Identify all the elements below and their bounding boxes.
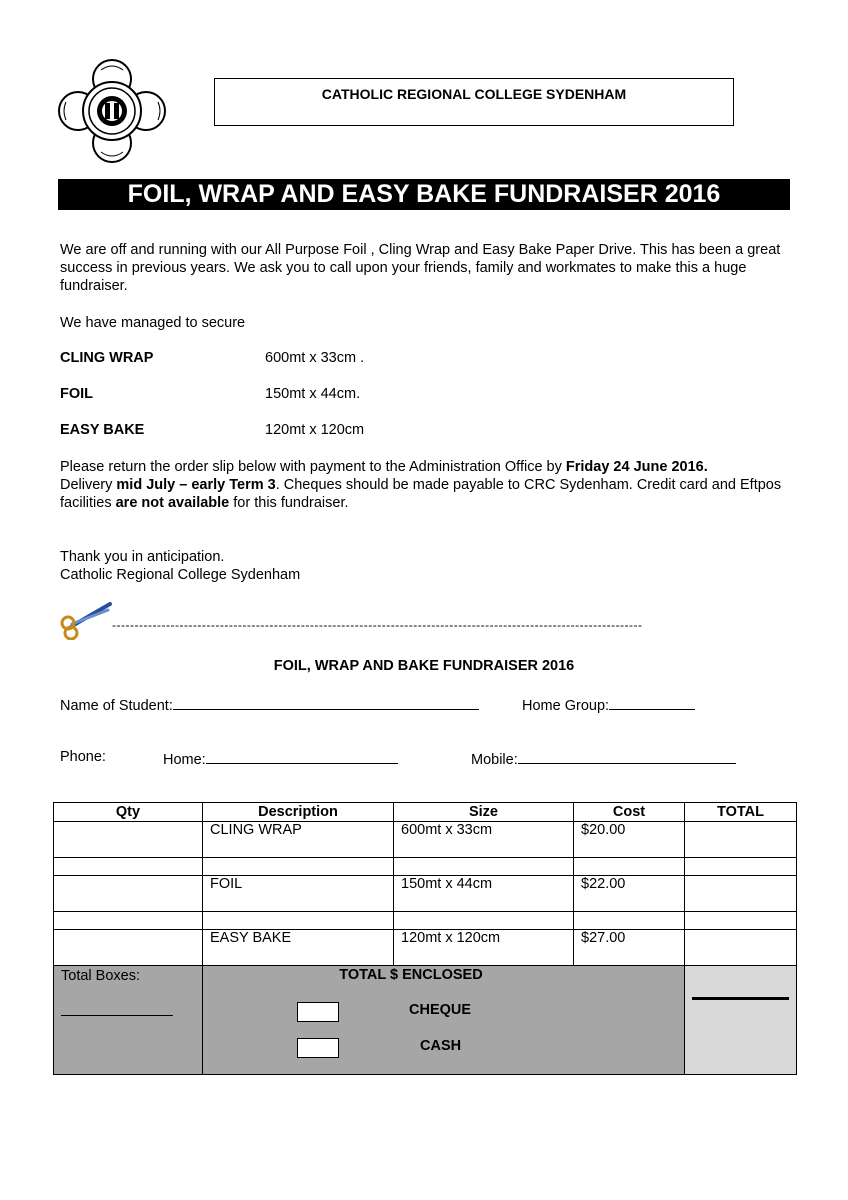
return-text: Please return the order slip below with payment to the Administration Office by bbox=[60, 459, 566, 475]
size-cell: 120mt x 120cm bbox=[394, 930, 574, 966]
cheque-checkbox[interactable] bbox=[297, 1002, 339, 1026]
cash-label: CASH bbox=[420, 1038, 462, 1054]
column-header: TOTAL bbox=[685, 803, 797, 822]
scissors-icon bbox=[58, 600, 114, 640]
size-cell: 600mt x 33cm bbox=[394, 822, 574, 858]
total-boxes-label: Total Boxes: bbox=[61, 968, 140, 984]
fundraiser-banner bbox=[58, 179, 790, 210]
summary-row bbox=[54, 966, 797, 1075]
mobile-phone-line[interactable] bbox=[518, 749, 736, 764]
banner-title: FOIL, WRAP AND EASY BAKE FUNDRAISER 2016 bbox=[127, 180, 721, 208]
column-header: Qty bbox=[54, 803, 203, 822]
delivery-period: mid July – early Term 3 bbox=[116, 477, 276, 493]
product-size: 150mt x 44cm. bbox=[265, 386, 361, 402]
home-phone-line[interactable] bbox=[206, 749, 398, 764]
product-name: EASY BAKE bbox=[60, 422, 145, 438]
student-name-line[interactable] bbox=[173, 695, 479, 710]
product-size: 120mt x 120cm bbox=[265, 422, 365, 438]
home-phone-field[interactable] bbox=[163, 749, 398, 768]
not-available-text: are not available bbox=[115, 495, 230, 511]
mobile-phone-label: Mobile: bbox=[471, 752, 518, 768]
payment-method-cell bbox=[203, 966, 685, 1075]
cheque-label: CHEQUE bbox=[409, 1002, 472, 1018]
school-name-box bbox=[214, 78, 734, 126]
home-group-field[interactable] bbox=[522, 695, 695, 714]
cut-line: ---------------------------------------------------------------------------------------------------------------------- bbox=[112, 618, 643, 632]
order-table bbox=[53, 802, 797, 1075]
mobile-phone-field[interactable] bbox=[471, 749, 736, 768]
cost-cell: $27.00 bbox=[574, 930, 685, 966]
school-logo bbox=[56, 58, 168, 164]
column-header: Cost bbox=[574, 803, 685, 822]
size-cell: 150mt x 44cm bbox=[394, 876, 574, 912]
total-enclosed-label: TOTAL $ ENCLOSED bbox=[339, 967, 483, 983]
school-name: CATHOLIC REGIONAL COLLEGE SYDENHAM bbox=[321, 86, 627, 102]
return-paragraph bbox=[60, 458, 800, 512]
total-cell[interactable] bbox=[685, 876, 797, 912]
student-name-field[interactable] bbox=[60, 695, 479, 714]
secure-line: We have managed to secure bbox=[60, 315, 246, 331]
table-row bbox=[54, 930, 797, 966]
qty-cell[interactable] bbox=[54, 822, 203, 858]
home-group-label: Home Group: bbox=[522, 698, 610, 714]
spacer-row bbox=[54, 912, 797, 930]
table-header-row bbox=[54, 803, 797, 822]
home-phone-label: Home: bbox=[163, 752, 206, 768]
product-name: CLING WRAP bbox=[60, 350, 154, 366]
grand-total-line bbox=[692, 997, 789, 1000]
product-size: 600mt x 33cm . bbox=[265, 350, 365, 366]
description-cell: EASY BAKE bbox=[203, 930, 394, 966]
table-row bbox=[54, 876, 797, 912]
total-boxes-cell bbox=[54, 966, 203, 1075]
product-name: FOIL bbox=[60, 386, 94, 402]
qty-cell[interactable] bbox=[54, 876, 203, 912]
column-header: Size bbox=[394, 803, 574, 822]
description-cell: CLING WRAP bbox=[203, 822, 394, 858]
signoff-block bbox=[60, 548, 300, 584]
return-text: . Cheques should be made payable to CRC Sydenham. Credit card and Eftpos facilities bbox=[60, 477, 782, 511]
signoff-line: Catholic Regional College Sydenham bbox=[60, 567, 301, 583]
return-text: Delivery bbox=[60, 477, 117, 493]
total-cell[interactable] bbox=[685, 930, 797, 966]
cost-cell: $22.00 bbox=[574, 876, 685, 912]
slip-title: FOIL, WRAP AND BAKE FUNDRAISER 2016 bbox=[273, 658, 575, 674]
return-date: Friday 24 June 2016. bbox=[565, 459, 708, 475]
total-boxes-line[interactable] bbox=[61, 1014, 173, 1016]
description-cell: FOIL bbox=[203, 876, 394, 912]
intro-paragraph: We are off and running with our All Purpose Foil , Cling Wrap and Easy Bake Paper Drive. This has been a great success in previous years. We ask you to call upon your friends, family and workmates to make this a huge fundraiser. bbox=[60, 242, 781, 294]
cash-checkbox[interactable] bbox=[297, 1038, 339, 1062]
phone-label: Phone: bbox=[60, 749, 106, 765]
thanks-line: Thank you in anticipation. bbox=[60, 549, 225, 565]
home-group-line[interactable] bbox=[609, 695, 695, 710]
column-header: Description bbox=[203, 803, 394, 822]
return-text: for this fundraiser. bbox=[229, 495, 349, 511]
total-cell[interactable] bbox=[685, 822, 797, 858]
grand-total-cell[interactable] bbox=[685, 966, 797, 1075]
qty-cell[interactable] bbox=[54, 930, 203, 966]
cost-cell: $20.00 bbox=[574, 822, 685, 858]
table-row bbox=[54, 822, 797, 858]
student-name-label: Name of Student: bbox=[60, 698, 173, 714]
spacer-row bbox=[54, 858, 797, 876]
